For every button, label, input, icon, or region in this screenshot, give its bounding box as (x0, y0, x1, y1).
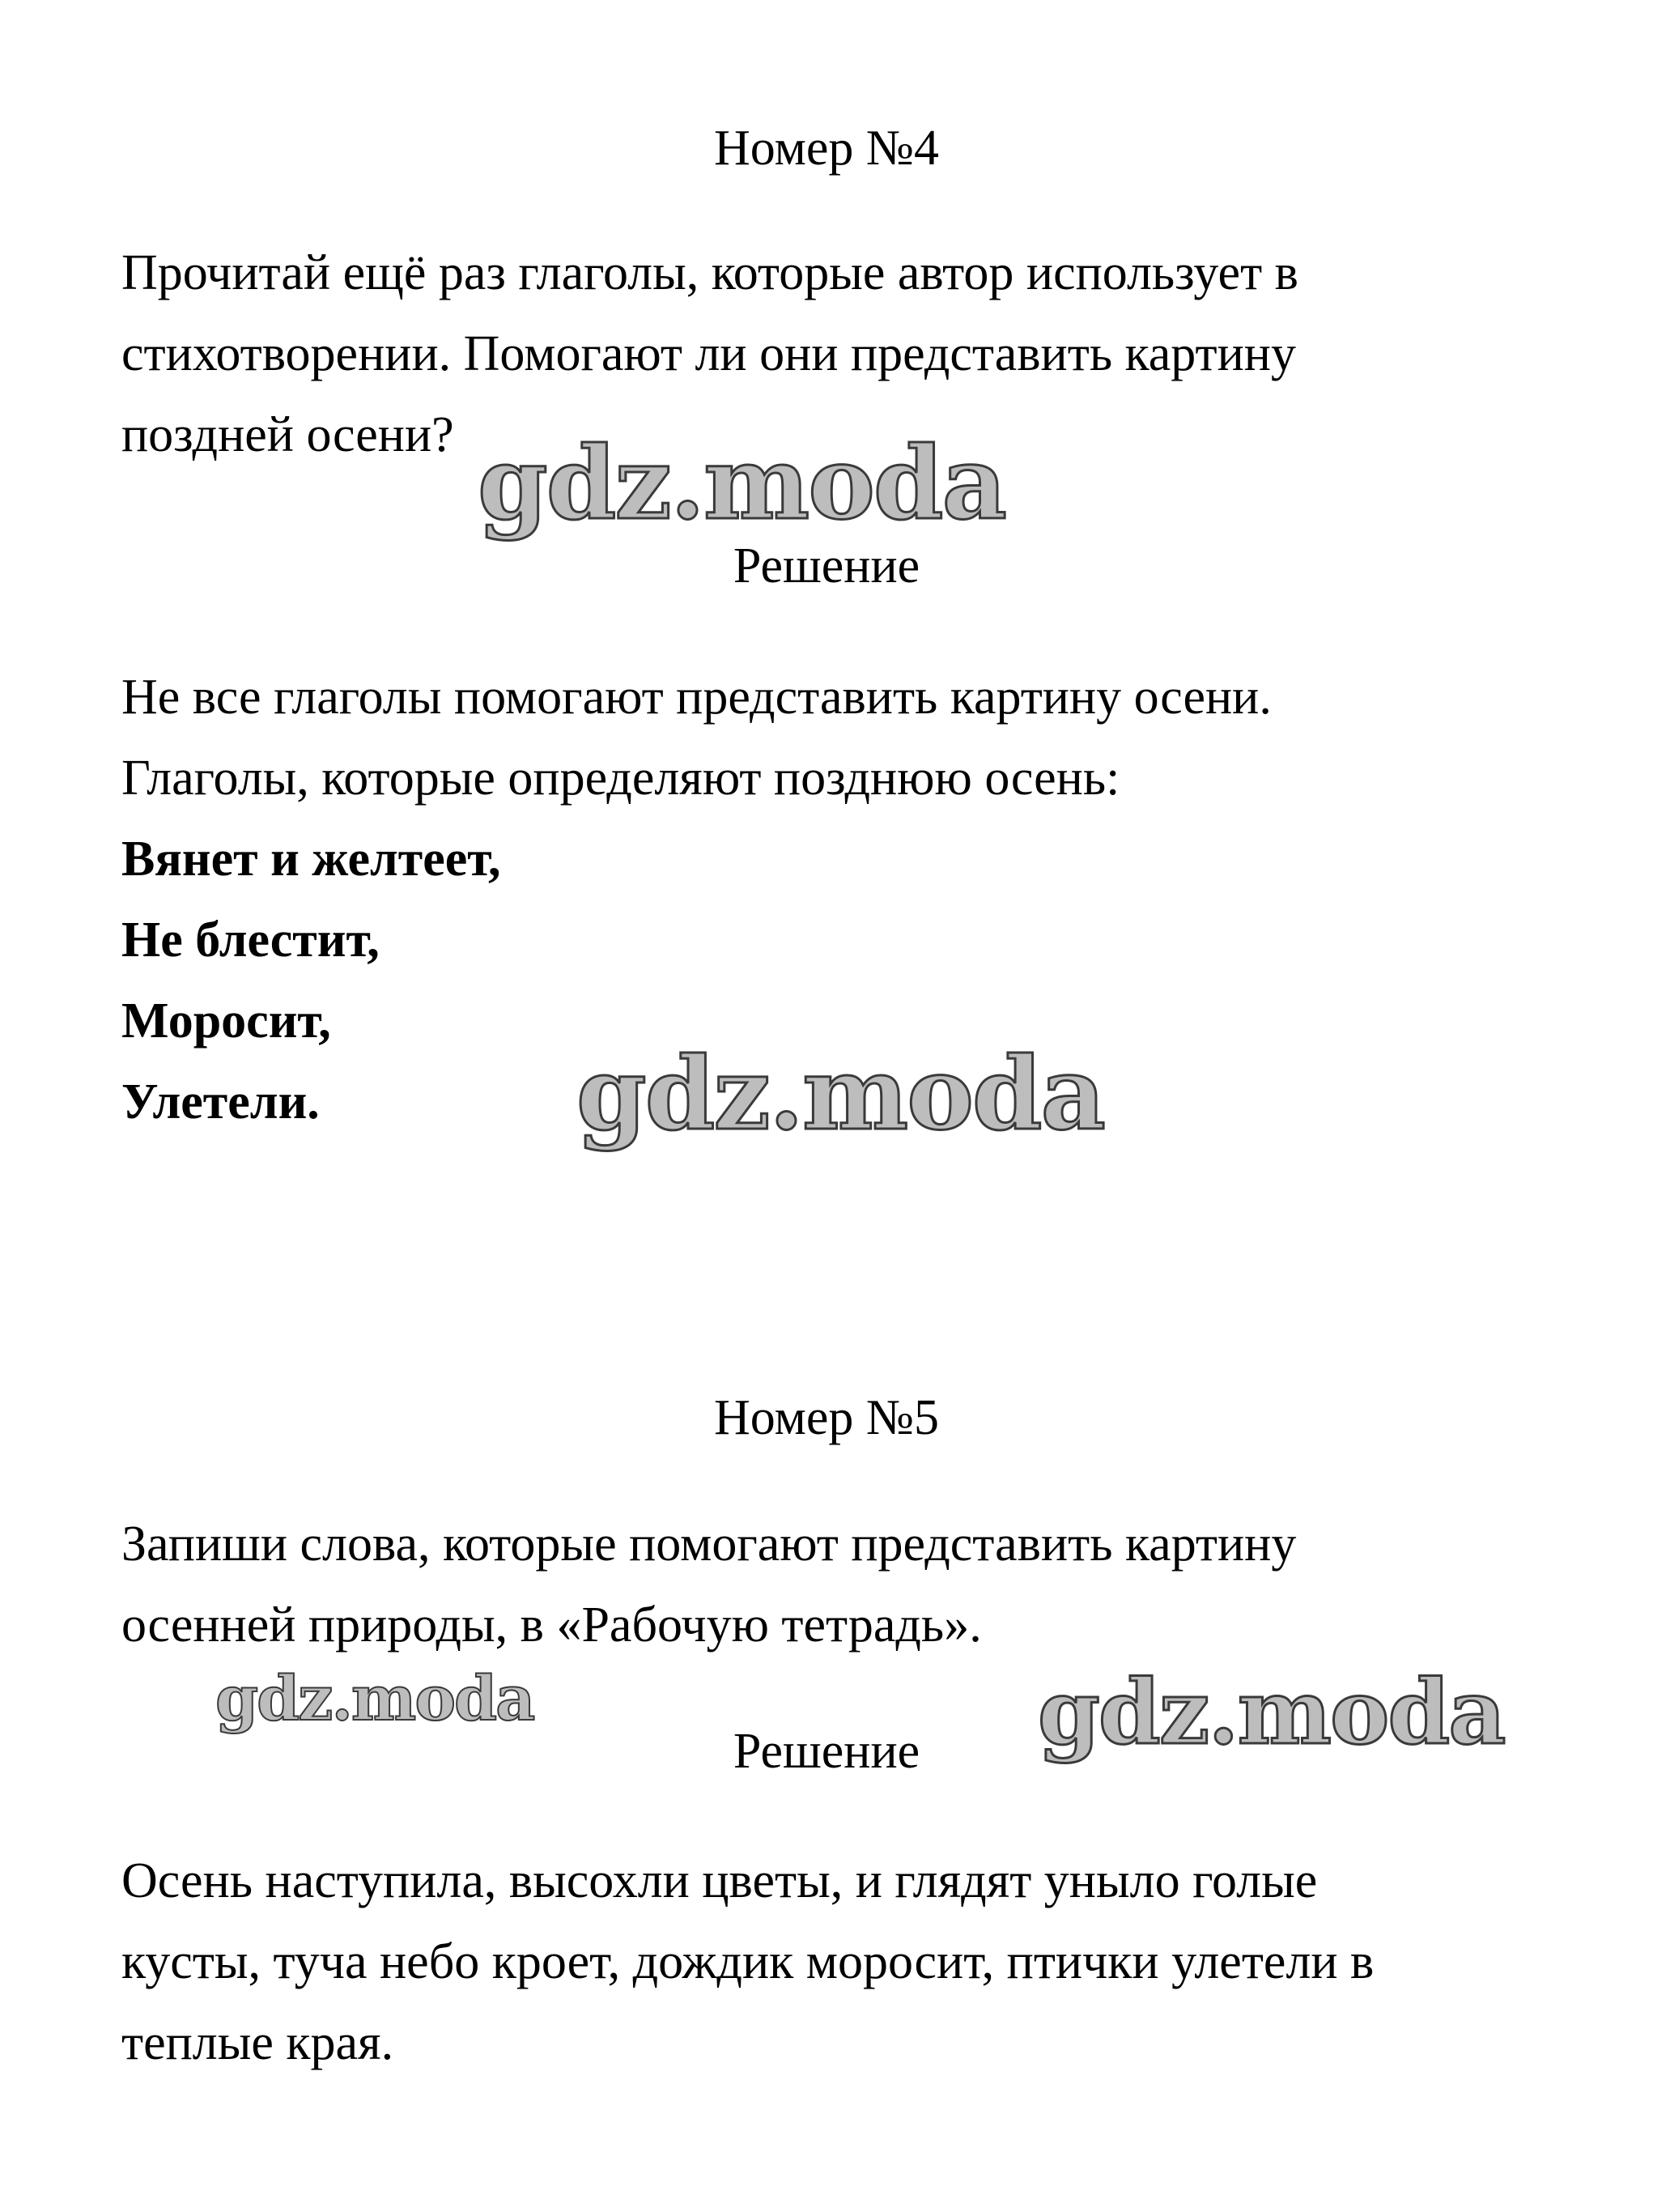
section-5-heading: Номер №5 (713, 1390, 939, 1445)
answer-5-line-3: теплые края. (121, 2015, 394, 2070)
solution-4-label: Решение (733, 538, 920, 593)
watermark-4: gdz.moda (1038, 1660, 1505, 1764)
solution-5-label: Решение (733, 1724, 920, 1779)
section-4-heading: Номер №4 (713, 121, 939, 176)
watermark-2: gdz.moda (576, 1036, 1104, 1153)
answer-4-line-1: Не все глаголы помогают представить картину осени. (121, 670, 1272, 725)
answer-5-line-2: кусты, туча небо кроет, дождик моросит, птички улетели в (121, 1934, 1375, 1989)
task-5-line-1: Запиши слова, которые помогают представить картину (121, 1516, 1297, 1572)
answer-4-verb-3: Моросит, (121, 993, 331, 1049)
task-4-line-3: поздней осени? (121, 407, 454, 462)
answer-4-verb-1: Вянет и желтеет, (121, 832, 501, 887)
answer-5-line-1: Осень наступила, высохли цветы, и глядят уныло голые (121, 1853, 1318, 1908)
task-4-line-1: Прочитай ещё раз глаголы, которые автор использует в (121, 245, 1298, 300)
watermark-1: gdz.moda (478, 425, 1005, 542)
answer-4-verb-2: Не блестит, (121, 912, 380, 968)
task-5-line-2: осенней природы, в «Рабочую тетрадь». (121, 1597, 982, 1653)
task-4-line-2: стихотворении. Помогают ли они представить картину (121, 326, 1296, 381)
answer-4-line-2: Глаголы, которые определяют позднюю осень: (121, 751, 1120, 806)
watermark-3: gdz.moda (215, 1662, 534, 1734)
answer-4-verb-4: Улетели. (121, 1074, 320, 1129)
